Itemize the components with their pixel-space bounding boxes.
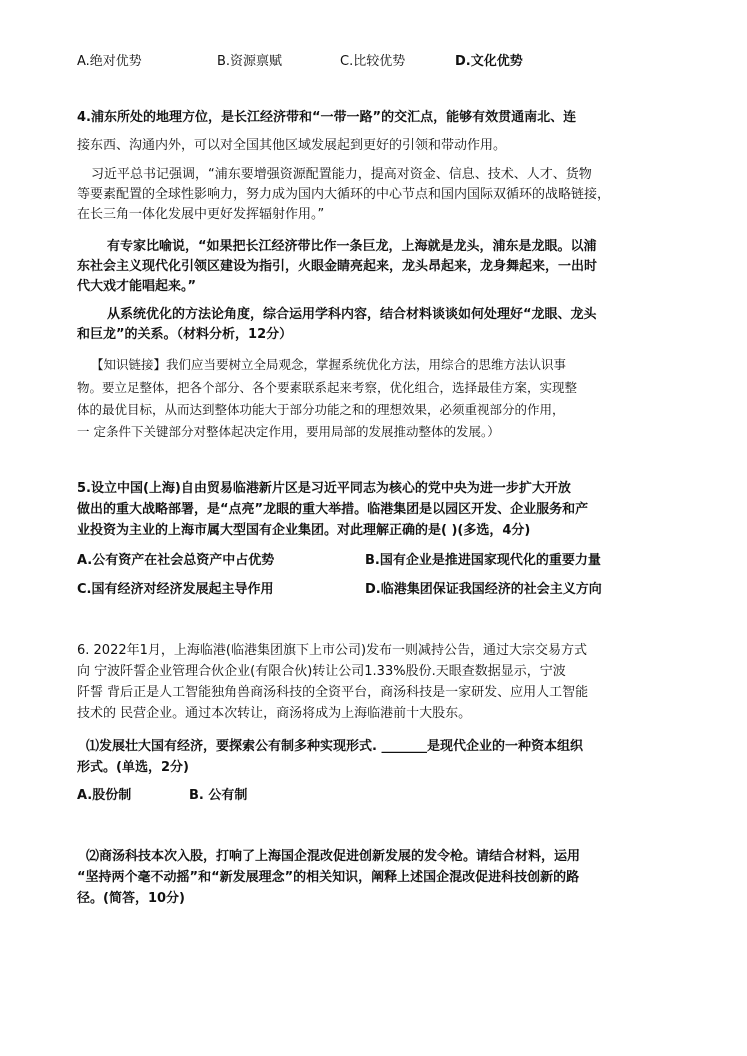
- q6-sub2-line-2: “坚持两个毫不动摇”和“新发展理念”的相关知识，阐释上述国企混改促进科技创新的路: [77, 870, 580, 885]
- q3-option-a: A.绝对优势: [77, 54, 142, 69]
- q6-stem-line-1: 6. 2022年1月，上海临港(临港集团旗下上市公司)发布一则减持公告，通过大宗交易方式: [77, 643, 588, 658]
- q3-option-d: D.文化优势: [455, 54, 523, 69]
- q6-sub1-option-b: B. 公有制: [189, 788, 248, 803]
- q5-stem-line-3: 业投资为主业的上海市属大型国有企业集团。对此理解正确的是( )(多选，4分): [77, 523, 531, 538]
- q4-quote-line-3: 在长三角一体化发展中更好发挥辐射作用。”: [77, 207, 325, 222]
- q3-option-c: C.比较优势: [340, 54, 406, 69]
- q4-knowledge-line-4: 一 定条件下关键部分对整体起决定作用，要用局部的发展推动整体的发展。）: [77, 424, 500, 439]
- q6-sub2-line-3: 径。(简答，10分): [77, 891, 185, 906]
- q4-stem-line-2: 接东西、沟通内外，可以对全国其他区域发展起到更好的引领和带动作用。: [77, 138, 507, 153]
- q6-stem-line-3: 阡誓 背后正是人工智能独角兽商汤科技的全资平台，商汤科技是一家研发、应用人工智能: [77, 685, 589, 700]
- q4-expert-line-1: 有专家比喻说，“如果把长江经济带比作一条巨龙，上海就是龙头，浦东是龙眼。以浦: [107, 239, 597, 254]
- q6-stem-line-2: 向 宁波阡誓企业管理合伙企业(有限合伙)转让公司1.33%股份.天眼查数据显示，宁波: [77, 664, 566, 679]
- q4-quote-line-1: 习近平总书记强调，“浦东要增强资源配置能力，提高对资金、信息、技术、人才、货物: [91, 167, 592, 182]
- q5-option-c: C.国有经济对经济发展起主导作用: [77, 582, 274, 597]
- q5-stem-line-2: 做出的重大战略部署，是“点亮”龙眼的重大举措。临港集团是以园区开发、企业服务和产: [77, 502, 589, 517]
- q5-stem-line-1: 5.设立中国(上海)自由贸易临港新片区是习近平同志为核心的党中央为进一步扩大开放: [77, 481, 571, 496]
- q6-sub1-line-1: ⑴发展壮大国有经济，要探索公有制多种实现形式. _______是现代企业的一种资本组织: [86, 739, 583, 754]
- q6-stem-line-4: 技术的 民营企业。通过本次转让，商汤将成为上海临港前十大股东。: [77, 706, 472, 721]
- q4-knowledge-line-3: 体的最优目标，从而达到整体功能大于部分功能之和的理想效果，必须重视部分的作用，: [77, 402, 565, 417]
- q4-task-line-1: 从系统优化的方法论角度，综合运用学科内容，结合材料谈谈如何处理好“龙眼、龙头: [107, 307, 597, 322]
- q5-option-a: A.公有资产在社会总资产中占优势: [77, 553, 275, 568]
- q4-quote-line-2: 等要素配置的全球性影响力，努力成为国内大循环的中心节点和国内国际双循环的战略链接，: [77, 187, 611, 202]
- q6-sub1-option-a: A.股份制: [77, 788, 132, 803]
- q5-option-b: B.国有企业是推进国家现代化的重要力量: [365, 553, 601, 568]
- q4-expert-line-3: 代大戏才能唱起来。”: [77, 279, 197, 294]
- q5-option-d: D.临港集团保证我国经济的社会主义方向: [365, 582, 602, 597]
- q6-sub1-line-2: 形式。(单选，2分): [77, 760, 189, 775]
- q4-stem-line-1: 4.浦东所处的地理方位，是长江经济带和“一带一路”的交汇点，能够有效贯通南北、连: [77, 110, 577, 125]
- q6-sub2-line-1: ⑵商汤科技本次入股，打响了上海国企混改促进创新发展的发令枪。请结合材料，运用: [86, 849, 581, 864]
- q3-option-b: B.资源禀赋: [217, 54, 283, 69]
- q4-expert-line-2: 东社会主义现代化引领区建设为指引，火眼金睛亮起来，龙头昂起来，龙身舞起来，一出时: [77, 259, 598, 274]
- q4-knowledge-line-2: 物。要立足整体，把各个部分、各个要素联系起来考察，优化组合，选择最佳方案，实现整: [77, 380, 578, 395]
- q4-task-line-2: 和巨龙”的关系。（材料分析，12分）: [77, 327, 293, 342]
- q4-knowledge-line-1: 【知识链接】我们应当要树立全局观念，掌握系统优化方法，用综合的思维方法认识事: [91, 357, 567, 372]
